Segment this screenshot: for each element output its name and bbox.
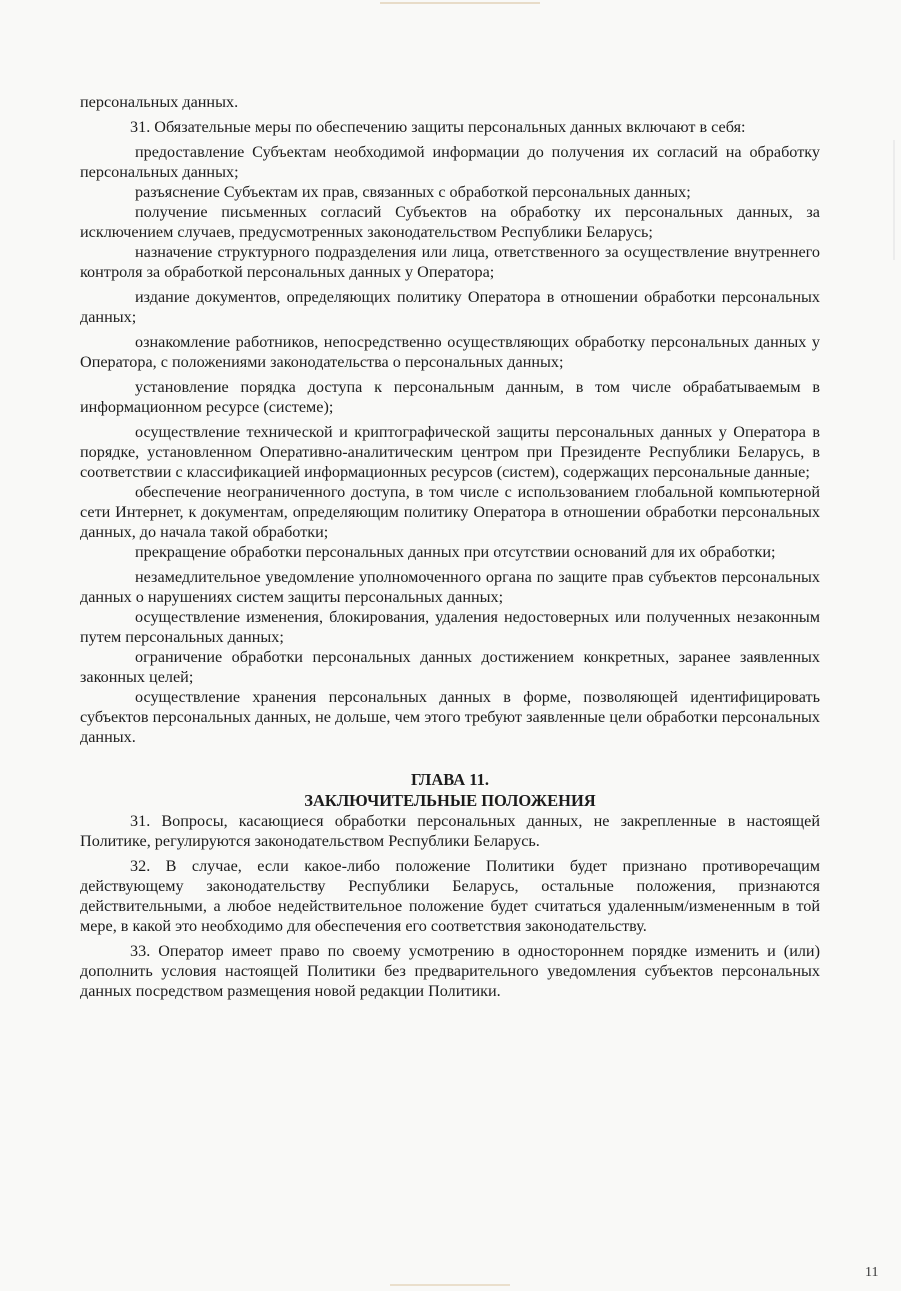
chapter-number: ГЛАВА 11. [411,770,489,789]
measure-item: осуществление технической и криптографической защиты персональных данных у Оператора в порядке, установленном Оперативно-аналитическим центром при Президенте Республики Беларусь, в соответствии с классификацией информационных ресурсов (систем), содержащих персональные данные; [80,423,820,481]
measure-item: обеспечение неограниченного доступа, в том числе с использованием глобальной компьютерной сети Интернет, к документам, определяющим политику Оператора в отношении обработки персональных данных, до начала такой обработки; [80,483,820,541]
scan-artifact-top [380,2,540,4]
measure-item: незамедлительное уведомление уполномоченного органа по защите прав субъектов персональных данных о нарушениях систем защиты персональных данных; [80,568,820,606]
measure-item: ознакомление работников, непосредственно осуществляющих обработку персональных данных у Оператора, с положениями законодательства о персональных данных; [80,333,820,371]
final-clause: 33. Оператор имеет право по своему усмотрению в одностороннем порядке изменить и (или) дополнить условия настоящей Политики без предварительного уведомления субъектов персональных данных посредством размещения новой редакции Политики. [80,942,820,1000]
measure-item: получение письменных согласий Субъектов на обработку их персональных данных, за исключением случаев, предусмотренных законодательством Республики Беларусь; [80,203,820,241]
measure-item: ограничение обработки персональных данных достижением конкретных, заранее заявленных законных целей; [80,648,820,686]
measure-item: осуществление изменения, блокирования, удаления недостоверных или полученных незаконным путем персональных данных; [80,608,820,646]
measure-item: разъяснение Субъектам их прав, связанных с обработкой персональных данных; [135,183,691,201]
page-number: 11 [865,1265,879,1280]
chapter-title: ЗАКЛЮЧИТЕЛЬНЫЕ ПОЛОЖЕНИЯ [304,791,596,810]
final-clause: 32. В случае, если какое-либо положение Политики будет признано противоречащим действующему законодательству Республики Беларусь, остальные положения, признаются действительными, а любое недействительное положение будет считаться удаленным/измененным в той мере, в какой это необходимо для обеспечения его соответствия законодательству. [80,857,820,935]
measure-item: осуществление хранения персональных данных в форме, позволяющей идентифицировать субъектов персональных данных, не дольше, чем этого требуют заявленные цели обработки персональных данных. [80,688,820,746]
measure-item: назначение структурного подразделения или лица, ответственного за осуществление внутреннего контроля за обработкой персональных данных у Оператора; [80,243,820,281]
scan-artifact-edge [893,140,895,260]
continuation-line: персональных данных. [80,93,239,111]
final-clause: 31. Вопросы, касающиеся обработки персональных данных, не закрепленные в настоящей Политике, регулируются законодательством Республики Беларусь. [80,812,820,850]
measure-item: прекращение обработки персональных данных при отсутствии оснований для их обработки; [135,543,776,561]
measure-item: издание документов, определяющих политику Оператора в отношении обработки персональных данных; [80,288,820,326]
measure-item: установление порядка доступа к персональным данным, в том числе обрабатываемым в информационном ресурсе (системе); [80,378,820,416]
clause-31-intro: 31. Обязательные меры по обеспечению защиты персональных данных включают в себя: [130,118,746,136]
measure-item: предоставление Субъектам необходимой информации до получения их согласий на обработку персональных данных; [80,143,820,181]
scan-artifact-bottom [390,1284,510,1286]
document-body [80,92,820,1001]
